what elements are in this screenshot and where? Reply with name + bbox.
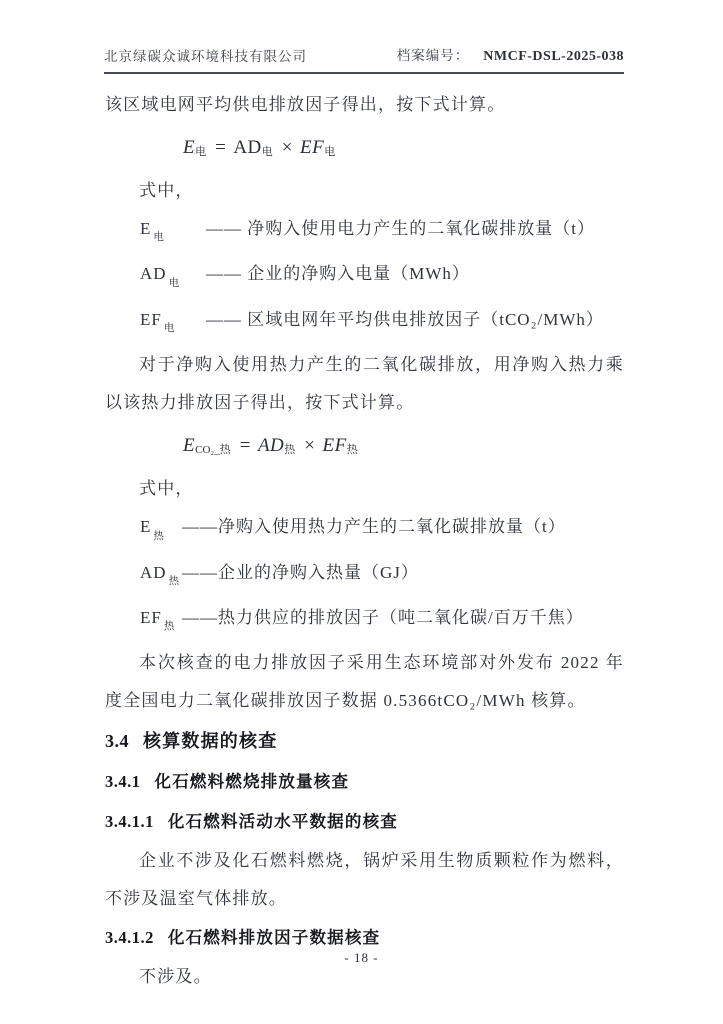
definition-row — [140, 301, 624, 346]
formula-ef: EF — [300, 137, 325, 158]
formula-lhs: E — [183, 435, 196, 457]
definition-row — [140, 599, 624, 644]
where-label: 式中， — [139, 181, 194, 200]
company-name: 北京绿碳众诚环境科技有限公司 — [104, 49, 307, 64]
definition-description: ——企业的净购入热量（GJ） — [182, 562, 419, 582]
definition-symbol: EF $_热$ — [140, 607, 176, 633]
definition-symbol: AD $_热$ — [140, 562, 181, 587]
definition-symbol: E $_热$ — [140, 517, 165, 542]
definition-row — [140, 554, 624, 599]
definition-description: ——热力供应的排放因子（吨二氧化碳/百万千焦） — [182, 607, 584, 627]
paragraph-not-involved: 不涉及。 — [139, 967, 212, 987]
definition-symbol: AD $_电$ — [140, 264, 181, 289]
heading-3-4-1-1 — [105, 802, 624, 842]
heading-3-4-1 — [105, 762, 624, 802]
heading-title: 化石燃料排放因子数据核查 — [167, 928, 381, 948]
formula-ad-subscript: 电 — [261, 146, 273, 158]
where-label: 式中， — [139, 479, 194, 499]
formula-ad-subscript: 热 — [284, 444, 296, 457]
definition-symbol: EF $_电$ — [140, 309, 176, 335]
heading-title: 化石燃料燃烧排放量核查 — [154, 772, 350, 792]
paragraph-factor-source: 本次核查的电力排放因子采用生态环境部对外发布 2022 年度全国电力二氧化碳排放因子数据 0.5366tCO₂/MWh 核算。 — [105, 653, 624, 711]
formula-ad: AD — [233, 137, 262, 158]
paragraph-fossil: 企业不涉及化石燃料燃烧，锅炉采用生物质颗粒作为燃料，不涉及温室气体排放。 — [105, 851, 624, 909]
multiply-sign: × — [281, 137, 293, 158]
formula-ad: AD — [257, 435, 285, 457]
formula-ef: EF — [322, 435, 347, 457]
archive-info — [397, 44, 624, 65]
definition-description: —— 企业的净购入电量（MWh） — [206, 264, 470, 284]
heading-title: 化石燃料活动水平数据的核查 — [167, 812, 398, 832]
heading-number: 3.4.1.1 — [105, 812, 154, 832]
definition-description: —— 区域电网年平均供电排放因子（tCO₂/MWh） — [206, 309, 604, 329]
heading-number: 3.4 — [105, 731, 129, 752]
definition-description: —— 净购入使用电力产生的二氧化碳排放量（t） — [206, 219, 595, 238]
equals-sign: = — [215, 137, 227, 158]
definition-row — [140, 508, 624, 553]
definition-symbol: E $_电$ — [140, 219, 165, 244]
heading-number: 3.4.1.2 — [105, 928, 154, 948]
formula-lhs: E — [183, 137, 196, 158]
paragraph-heat: 对于净购入使用热力产生的二氧化碳排放，用净购入热力乘以该热力排放因子得出，按下式计算。 — [105, 355, 624, 413]
formula-ef-subscript: 热 — [346, 444, 358, 457]
definition-description: ——净购入使用热力产生的二氧化碳排放量（t） — [182, 517, 566, 537]
heading-number: 3.4.1 — [105, 772, 141, 792]
multiply-sign: × — [304, 435, 316, 457]
formula-lhs-subscript: CO₂_热 — [195, 444, 231, 457]
page-header — [104, 44, 624, 74]
heading-title: 核算数据的核查 — [143, 731, 278, 752]
formula-heat — [183, 424, 624, 468]
formula-electricity — [183, 126, 624, 170]
definition-row — [140, 210, 624, 255]
heading-3-4 — [105, 720, 624, 762]
document-content — [105, 86, 624, 996]
page-number: - 18 - — [344, 950, 379, 965]
paragraph-grid-factor: 该区域电网平均供电排放因子得出，按下式计算。 — [105, 95, 506, 114]
definition-row — [140, 255, 624, 300]
archive-number: NMCF-DSL-2025-038 — [483, 49, 624, 64]
formula-lhs-subscript: 电 — [195, 146, 207, 158]
archive-label: 档案编号： — [396, 48, 470, 63]
page-footer — [0, 950, 723, 966]
equals-sign: = — [239, 435, 251, 457]
formula-ef-subscript: 电 — [324, 146, 336, 158]
